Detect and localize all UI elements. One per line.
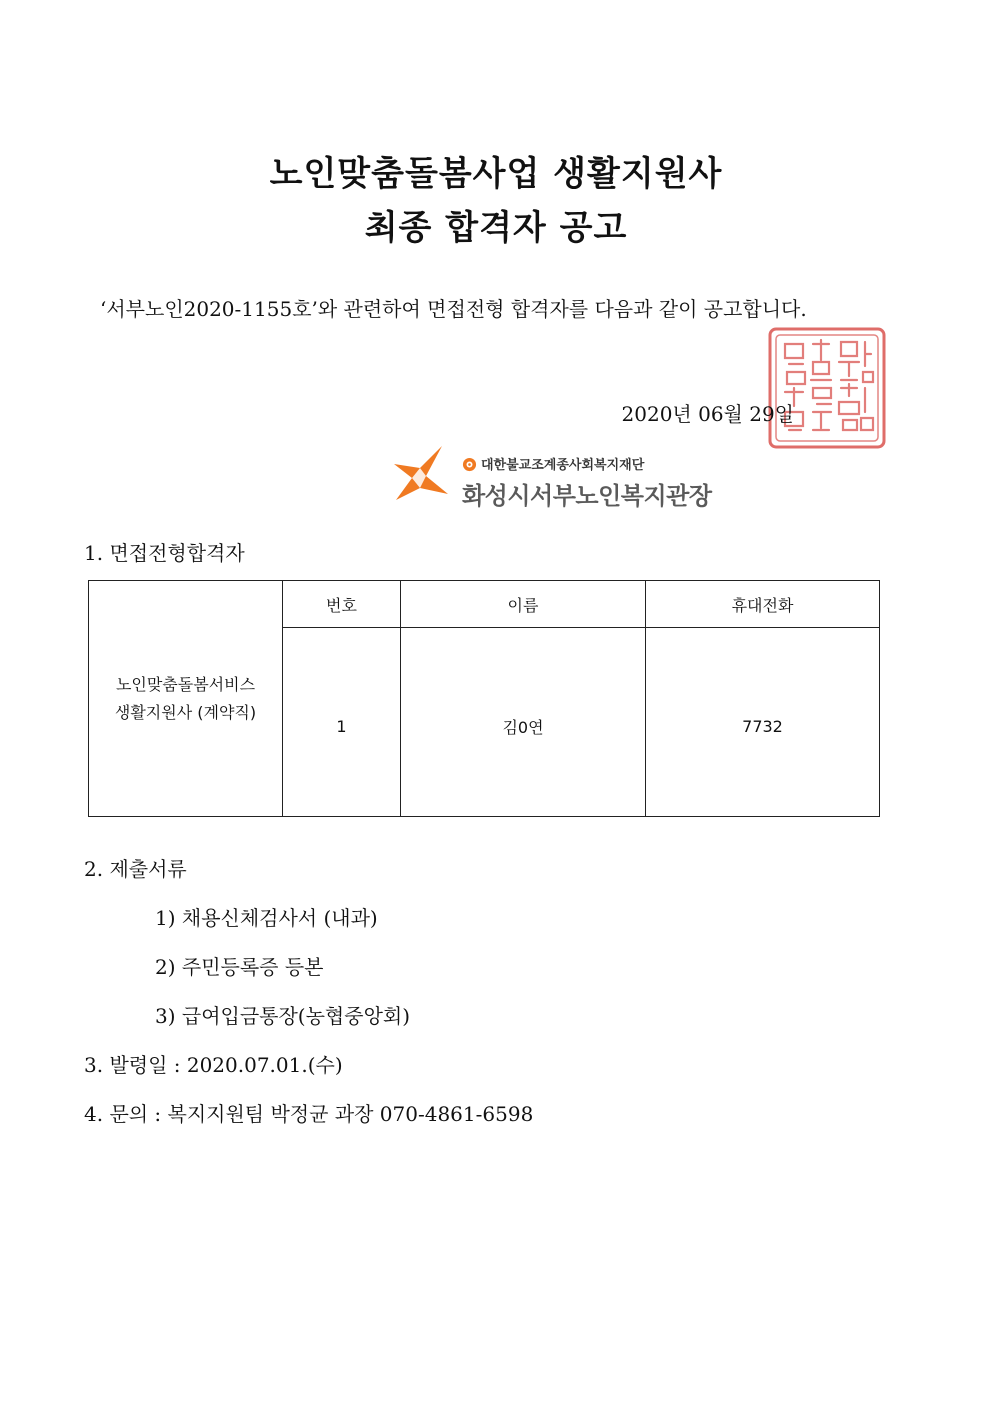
position-line1: 노인맞춤돌봄서비스 [115, 674, 256, 694]
star-logo-icon [390, 442, 450, 508]
cell-number-value: 1 [336, 716, 347, 736]
contact-info: 4. 문의 : 복지지원팀 박정균 과장 070-4861-6598 [84, 1102, 534, 1126]
official-seal-stamp [767, 326, 887, 450]
intro-paragraph: ‘서부노인2020-1155호’와 관련하여 면접전형 합격자를 다음과 같이 공고합니다. [100, 297, 807, 321]
document-item-1: 1) 채용신체검사서 (내과) [155, 906, 378, 930]
page-title-line1: 노인맞춤돌봄사업 생활지원사 [269, 154, 723, 194]
document-item-3: 3) 급여입금통장(농협중앙회) [155, 1004, 411, 1028]
notice-date: 2020년 06월 29일 [621, 402, 794, 426]
column-header-name: 이름 [401, 581, 646, 628]
organization-logo [390, 442, 730, 512]
foundation-name [462, 454, 644, 473]
cell-name-value: 김0연 [502, 717, 544, 737]
foundation-name-text: 대한불교조계종사회복지재단 [481, 458, 645, 473]
column-header-number: 번호 [283, 581, 401, 628]
appointment-date: 3. 발령일 : 2020.07.01.(수) [84, 1053, 343, 1077]
document-item-2: 2) 주민등록증 등본 [155, 955, 324, 979]
section-2-heading: 2. 제출서류 [84, 857, 187, 881]
cell-name [401, 628, 646, 817]
result-table [88, 580, 880, 817]
position-line2: 생활지원사 (계약직) [114, 702, 257, 722]
position-cell [89, 581, 283, 817]
center-name: 화성시서부노인복지관장 [462, 482, 712, 510]
column-header-phone: 휴대전화 [646, 581, 880, 628]
cell-number [283, 628, 401, 817]
cell-phone-value: 7732 [742, 716, 783, 736]
page-title-line2: 최종 합격자 공고 [364, 208, 628, 248]
section-1-heading: 1. 면접전형합격자 [84, 541, 245, 565]
dharma-wheel-icon [462, 457, 477, 472]
table-header-row [89, 581, 880, 628]
cell-phone [646, 628, 880, 817]
